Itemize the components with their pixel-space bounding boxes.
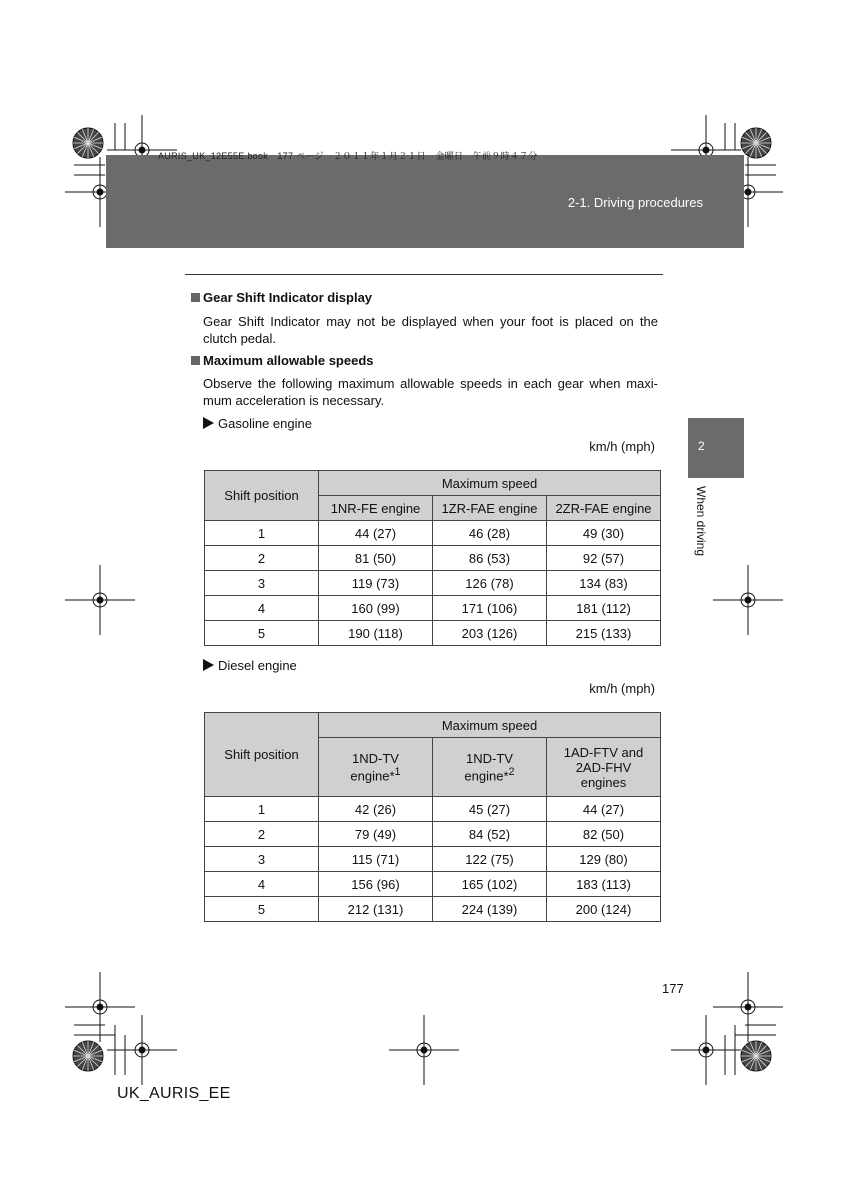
table-header-engine: 1NR-FE engine: [319, 496, 433, 521]
chapter-number: 2: [698, 439, 705, 453]
section-body: Gear Shift Indicator may not be displayed when your foot is placed on the clutch pedal.: [203, 314, 658, 346]
section-heading: Maximum allowable speeds: [191, 353, 374, 368]
table-header-engine: 1ND-TV engine*$^1$: [319, 738, 433, 797]
section-body: Observe the following maximum allowable speeds in each gear when maxi-mum acceleration is necessary.: [203, 376, 658, 408]
units-label: km/h (mph): [589, 439, 655, 454]
gasoline-label: Gasoline engine: [203, 416, 312, 431]
table-row: 4 160 (99) 171 (106) 181 (112): [205, 596, 661, 621]
table-header-engine: 1ND-TV engine*$^2$: [433, 738, 547, 797]
table-header-engine: 2ZR-FAE engine: [547, 496, 661, 521]
diesel-label: Diesel engine: [203, 658, 297, 673]
table-header-max-speed: Maximum speed: [319, 471, 661, 496]
gasoline-speed-table: [204, 470, 661, 646]
table-row: 5 190 (118) 203 (126) 215 (133): [205, 621, 661, 646]
print-metadata: AURIS_UK_12E55E.book 177 ページ ２０１１年１月２１日 金曜日 午前９時４７分: [158, 151, 538, 161]
table-row: 1 44 (27) 46 (28) 49 (30): [205, 521, 661, 546]
table-header-shift: Shift position: [205, 471, 319, 521]
triangle-arrow-icon: [203, 659, 214, 671]
square-bullet-icon: [191, 293, 200, 302]
table-row: 3 115 (71) 122 (75) 129 (80): [205, 847, 661, 872]
units-label: km/h (mph): [589, 681, 655, 696]
triangle-arrow-icon: [203, 417, 214, 429]
table-header-engine: 1ZR-FAE engine: [433, 496, 547, 521]
table-header-engine: 1AD-FTV and 2AD-FHV engines: [547, 738, 661, 797]
table-row: 1 42 (26) 45 (27) 44 (27): [205, 797, 661, 822]
table-header-max-speed: Maximum speed: [319, 713, 661, 738]
page-number: 177: [662, 981, 684, 996]
section-heading: Gear Shift Indicator display: [191, 290, 372, 305]
diesel-speed-table: [204, 712, 661, 922]
section-title: 2-1. Driving procedures: [567, 195, 703, 210]
table-header-shift: Shift position: [205, 713, 319, 797]
footer-code: UK_AURIS_EE: [117, 1085, 231, 1102]
chapter-tab: [688, 418, 744, 478]
table-row: 2 81 (50) 86 (53) 92 (57): [205, 546, 661, 571]
table-row: 3 119 (73) 126 (78) 134 (83): [205, 571, 661, 596]
table-row: 2 79 (49) 84 (52) 82 (50): [205, 822, 661, 847]
chapter-label: When driving: [694, 486, 708, 557]
square-bullet-icon: [191, 356, 200, 365]
table-row: 5 212 (131) 224 (139) 200 (124): [205, 897, 661, 922]
header-rule: [185, 274, 663, 275]
table-row: 4 156 (96) 165 (102) 183 (113): [205, 872, 661, 897]
